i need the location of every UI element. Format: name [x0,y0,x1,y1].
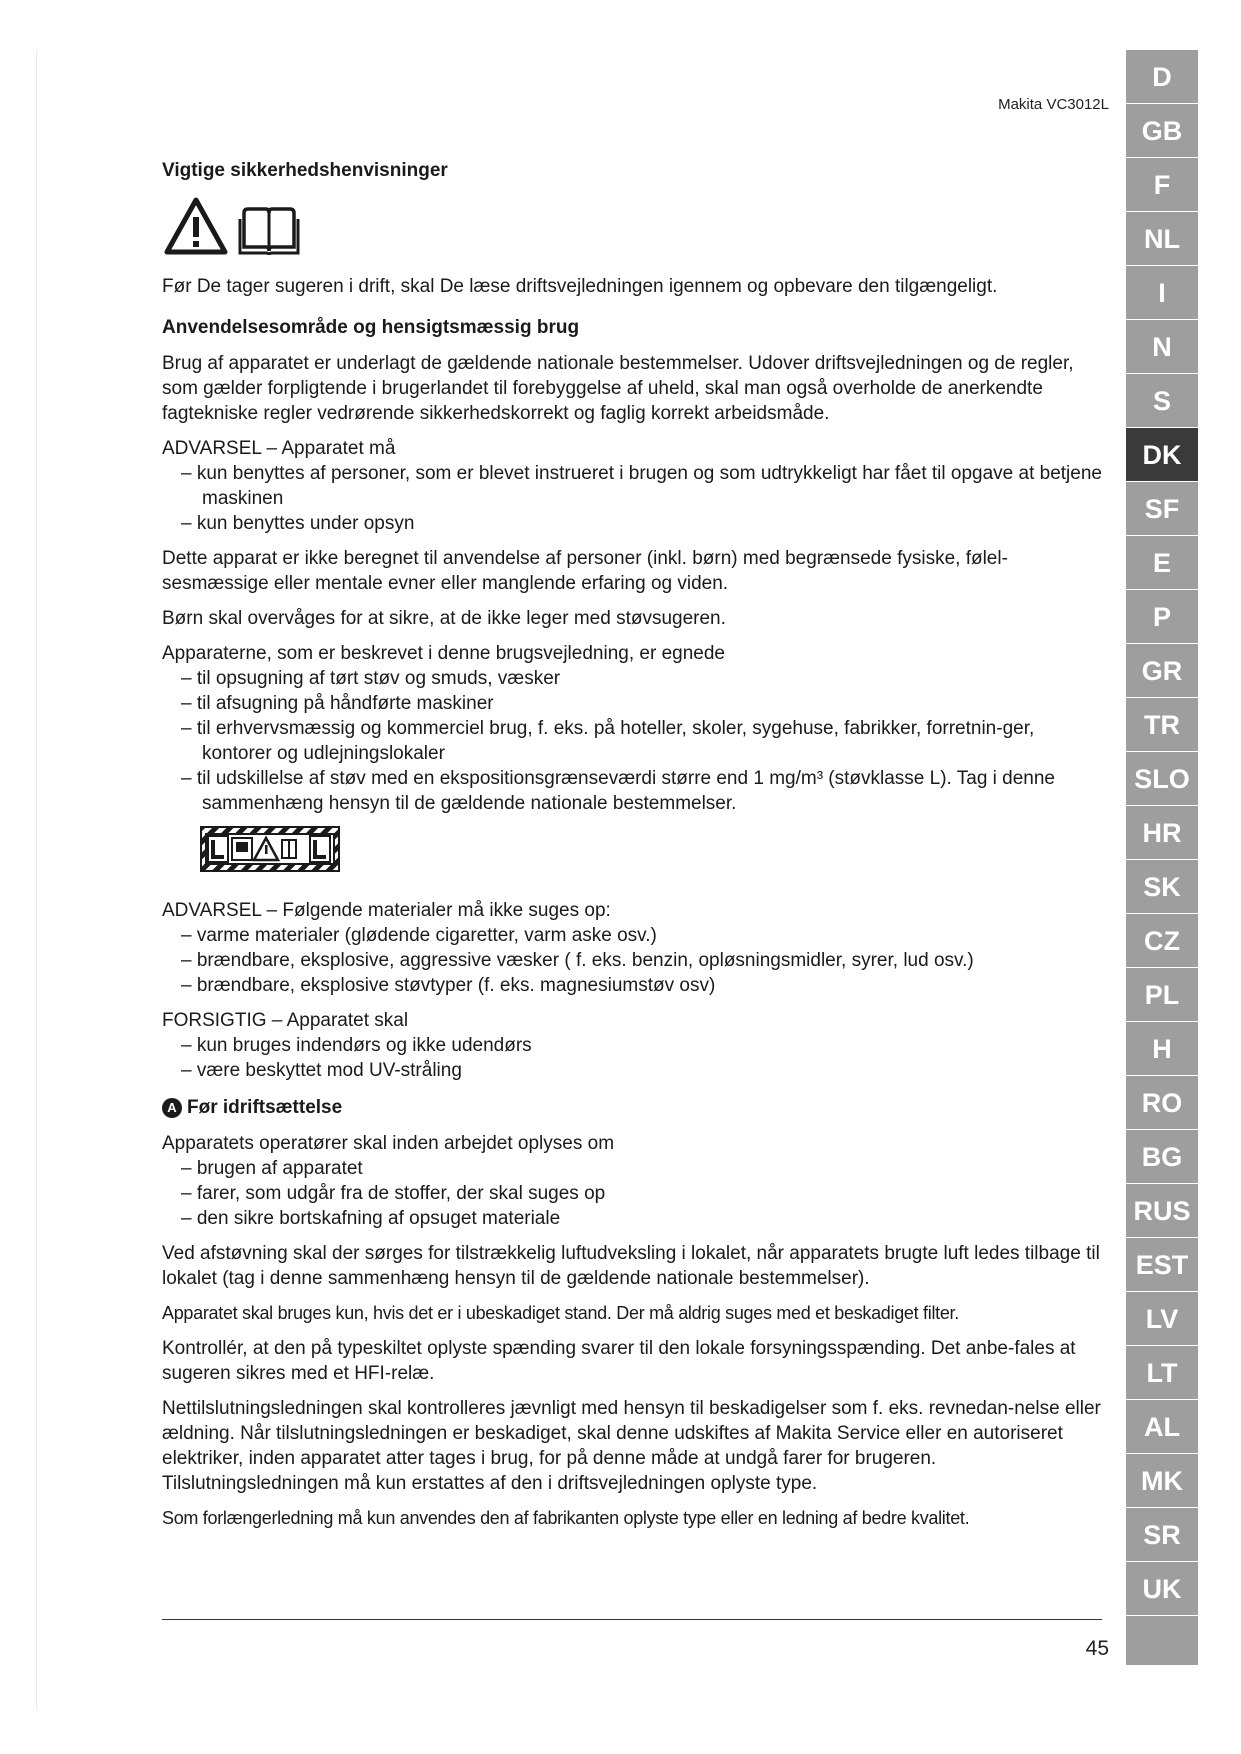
usage-title: Anvendelsesområde og hensigtsmæssig brug [162,317,580,338]
startup-title: Før idriftsættelse [187,1097,343,1118]
caution-block [162,1008,1102,1083]
operators-lead: Apparatets operatører skal inden arbejdet oplyses om [162,1133,615,1154]
language-tab[interactable]: SLO [1126,752,1198,806]
list-item: – farer, som udgår fra de stoffer, der skal suges op [181,1183,606,1204]
ventilation-paragraph: Ved afstøvning skal der sørges for tilstrækkelig luftudveksling i lokalet, når apparatets brugte luft ledes tilbage til lokalet (tag i denne sammenhæng hensyn til de gældende nationale bestemmelser). [162,1243,1100,1289]
language-tab[interactable]: RO [1126,1076,1198,1130]
footer-rule [162,1619,1102,1620]
language-tab[interactable]: SR [1126,1508,1198,1562]
warning-materials-lead: ADVARSEL – Følgende materialer må ikke suges op: [162,900,611,921]
language-tab[interactable]: SF [1126,482,1198,536]
list-item: – den sikre bortskafning af opsuget materiale [181,1208,561,1229]
safety-icons [164,196,1102,260]
warning-lead: ADVARSEL – Apparatet må [162,438,396,459]
list-item: – kun benyttes under opsyn [181,513,415,534]
usage-paragraph: Brug af apparatet er underlagt de gældende nationale bestemmelser. Udover driftsvejledningen og de regler, som gælder forpligtende i brugerlandet til forebyggelse af uheld, skal man også overholde de anerkendte fagtekniske regler vedrørende sikkerhedskorrekt og faglig korrekt arbeidsmåde. [162,353,1074,424]
suitable-list [162,666,1102,816]
language-tab[interactable]: EST [1126,1238,1198,1292]
voltage-paragraph: Kontrollér, at den på typeskiltet oplyste spænding svarer til den lokale forsyningsspænding. Det anbe-fales at sugeren sikres med et HFI-relæ. [162,1338,1076,1384]
language-tab-active[interactable]: DK [1126,428,1198,482]
language-tabs-end [1126,1616,1198,1666]
list-item: – brugen af apparatet [181,1158,363,1179]
intro-paragraph: Før De tager sugeren i drift, skal De læse driftsvejledningen igennem og opbevare den tilgængeligt. [162,276,998,297]
language-tab[interactable]: D [1126,50,1198,104]
page-edge [36,50,37,1710]
page-content [162,160,1102,1541]
language-tab[interactable]: S [1126,374,1198,428]
language-tab[interactable]: I [1126,266,1198,320]
list-item: – kun benyttes af personer, som er blevet instrueret i brugen og som udtrykkeligt har fået til opgave at betjene maskinen [181,463,1102,509]
language-tab[interactable]: F [1126,158,1198,212]
language-tab[interactable]: N [1126,320,1198,374]
language-tab[interactable]: GR [1126,644,1198,698]
language-tabs [1126,50,1198,1666]
language-tab[interactable]: BG [1126,1130,1198,1184]
language-tab[interactable]: LV [1126,1292,1198,1346]
language-tab[interactable]: MK [1126,1454,1198,1508]
section-a-marker: A [162,1098,182,1118]
list-item: – til erhvervsmæssig og kommerciel brug, f. eks. på hoteller, skoler, sygehuse, fabrikker, forretnin-ger, kontorer og udlejningslokaler [181,718,1035,764]
operators-block [162,1131,1102,1231]
language-tab[interactable]: HR [1126,806,1198,860]
warning-block [162,436,1102,536]
document-header: Makita VC3012L [998,96,1109,113]
manual-book-icon [238,207,300,260]
language-tab[interactable]: UK [1126,1562,1198,1616]
language-tab[interactable]: P [1126,590,1198,644]
list-item: – brændbare, eksplosive støvtyper (f. eks. magnesiumstøv osv) [181,975,716,996]
extension-cord-paragraph: Som forlængerledning må kun anvendes den af fabrikanten oplyste type eller en ledning af bedre kvalitet. [162,1508,970,1528]
warning-materials-list [162,923,1102,998]
language-tab[interactable]: AL [1126,1400,1198,1454]
list-item: – til udskillelse af støv med en ekspositionsgrænseværdi større end 1 mg/m³ (støvklasse L). Tag i denne sammenhæng hensyn til de gældende nationale bestemmelser. [181,768,1055,814]
language-tab[interactable]: H [1126,1022,1198,1076]
language-tab[interactable]: LT [1126,1346,1198,1400]
caution-lead: FORSIGTIG – Apparatet skal [162,1010,409,1031]
page-number: 45 [1085,1637,1109,1660]
cable-paragraph: Nettilslutningsledningen skal kontrolleres jævnligt med hensyn til beskadigelser som f. eks. revnedan-nelse eller ældning. Når tilslutningsledningen er beskadiget, skal denne udskiftes af Makita Service eller en autoriseret elektriker, inden apparatet atter tages i brug, for på denne måde at undgå farer for brugeren. Tilslutningsledningen må kun erstattes af den i driftsvejledningen oplyste type. [162,1398,1101,1494]
safety-title: Vigtige sikkerhedshenvisninger [162,160,448,181]
operators-list [162,1156,1102,1231]
startup-heading [162,1097,1102,1119]
suitable-block [162,641,1102,816]
children-paragraph: Børn skal overvåges for at sikre, at de ikke leger med støvsugeren. [162,608,726,629]
suitable-lead: Apparaterne, som er beskrevet i denne brugsvejledning, er egnede [162,643,725,664]
list-item: – til afsugning på håndførte maskiner [181,693,494,714]
capability-paragraph: Dette apparat er ikke beregnet til anvendelse af personer (inkl. børn) med begrænsede fysiske, følel-sesmæssige eller mentale evner eller manglende erfaring og viden. [162,548,1008,594]
language-tab[interactable]: NL [1126,212,1198,266]
language-tab[interactable]: RUS [1126,1184,1198,1238]
warning-triangle-icon [164,197,228,260]
list-item: – kun bruges indendørs og ikke udendørs [181,1035,532,1056]
language-tab[interactable]: PL [1126,968,1198,1022]
list-item: – til opsugning af tørt støv og smuds, væsker [181,668,561,689]
language-tab[interactable]: E [1126,536,1198,590]
list-item: – brændbare, eksplosive, aggressive væsker ( f. eks. benzin, opløsningsmidler, syrer, lud osv.) [181,950,974,971]
warning-materials-block [162,898,1102,998]
language-tab[interactable]: CZ [1126,914,1198,968]
language-tab[interactable]: SK [1126,860,1198,914]
condition-paragraph: Apparatet skal bruges kun, hvis det er i ubeskadiget stand. Der må aldrig suges med et beskadiget filter. [162,1303,959,1323]
language-tab[interactable]: GB [1126,104,1198,158]
list-item: – være beskyttet mod UV-stråling [181,1060,462,1081]
caution-list [162,1033,1102,1083]
list-item: – varme materialer (glødende cigaretter, varm aske osv.) [181,925,657,946]
warning-list [162,461,1102,536]
dust-class-l-badge-icon [200,826,340,872]
language-tab[interactable]: TR [1126,698,1198,752]
